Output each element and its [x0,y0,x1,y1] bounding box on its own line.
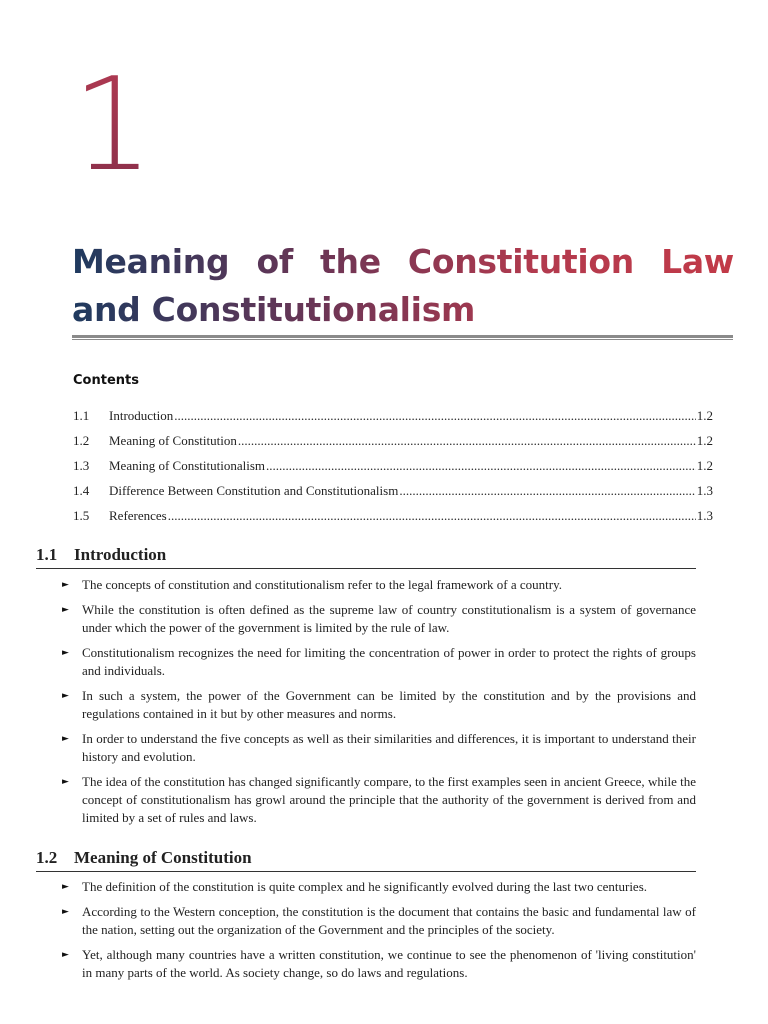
bullet-text: The definition of the constitution is quite complex and he significantly evolved during the last two centuries. [82,879,648,894]
bullet-item [62,687,696,723]
toc-entry-title: Difference Between Constitution and Constitutionalism [109,483,399,498]
table-of-contents [73,408,713,533]
toc-entry-number: 1.4 [73,483,90,498]
bullet-arrow-icon: ► [62,950,69,960]
toc-entry-number: 1.3 [73,458,90,473]
toc-entry-title: Introduction [109,408,174,423]
bullet-arrow-icon: ► [62,691,69,701]
bullet-text: In order to understand the five concepts as well as their similarities and differences, it is important to understand their history and evolution. [82,731,696,764]
bullet-arrow-icon: ► [62,734,69,744]
toc-leader-dots [168,508,696,524]
bullet-item [62,644,696,680]
bullet-text: The idea of the constitution has changed significantly compare, to the first examples seen in ancient Greece, while the concept of constitutionalism has growl around the principle that the authority of the government is derived from and limited by a set of rules and laws. [82,774,696,825]
bullet-text: The concepts of constitution and constitutionalism refer to the legal framework of a country. [82,577,563,592]
toc-leader-dots [399,483,695,499]
bullet-item [62,601,696,637]
toc-entry-number: 1.1 [73,408,90,423]
section-number: 1.1 [36,545,58,564]
toc-leader-dots [266,458,696,474]
toc-entry[interactable] [73,458,713,483]
toc-entry-page: 1.2 [696,433,713,448]
toc-entry-number: 1.2 [73,433,90,448]
bullet-arrow-icon: ► [62,648,69,658]
bullet-arrow-icon: ► [62,580,69,590]
toc-entry[interactable] [73,408,713,433]
toc-entry[interactable] [73,508,713,533]
bullet-text: Yet, although many countries have a written constitution, we continue to see the phenomenon of 'living constitution' in many parts of the world. As society change, so do laws and regulations. [82,947,696,980]
section-number: 1.2 [36,848,58,867]
bullet-arrow-icon: ► [62,907,69,917]
title-divider [72,335,733,340]
contents-heading: Contents [73,373,139,388]
bullet-text: Constitutionalism recognizes the need for limiting the concentration of power in order to protect the rights of groups and individuals. [82,645,696,678]
toc-entry-number: 1.5 [73,508,90,523]
section-heading-meaning-of-constitution [36,848,696,872]
chapter-number: 1 [72,51,154,200]
section-title: Introduction [74,545,167,564]
chapter-title: Meaning of the Constitution Law and Constitutionalism [72,238,734,334]
bullet-item [62,773,696,827]
bullet-arrow-icon: ► [62,777,69,787]
toc-entry-page: 1.2 [696,408,713,423]
bullet-item [62,878,696,896]
toc-entry[interactable] [73,433,713,458]
toc-leader-dots [174,408,695,424]
section-title: Meaning of Constitution [74,848,252,867]
toc-leader-dots [238,433,696,449]
toc-entry-page: 1.3 [696,483,713,498]
toc-entry-title: Meaning of Constitutionalism [109,458,265,473]
bullet-text: According to the Western conception, the constitution is the document that contains the basic and fundamental law of the nation, setting out the organization of the Government and the principles of the society. [82,904,696,937]
bullet-item [62,903,696,939]
bullet-arrow-icon: ► [62,605,69,615]
toc-entry-page: 1.2 [696,458,713,473]
toc-entry[interactable] [73,483,713,508]
introduction-bullet-list [62,576,696,834]
toc-entry-title: Meaning of Constitution [109,433,237,448]
bullet-arrow-icon: ► [62,882,69,892]
section-heading-introduction [36,545,696,569]
bullet-item [62,946,696,982]
bullet-item [62,730,696,766]
bullet-item [62,576,696,594]
bullet-text: While the constitution is often defined as the supreme law of country constitutionalism is a system of governance under which the power of the government is limited by the rule of law. [82,602,696,635]
toc-entry-page: 1.3 [696,508,713,523]
meaning-of-constitution-bullet-list [62,878,696,989]
bullet-text: In such a system, the power of the Government can be limited by the constitution and by the provisions and regulations contained in it but by other measures and norms. [82,688,696,721]
toc-entry-title: References [109,508,167,523]
